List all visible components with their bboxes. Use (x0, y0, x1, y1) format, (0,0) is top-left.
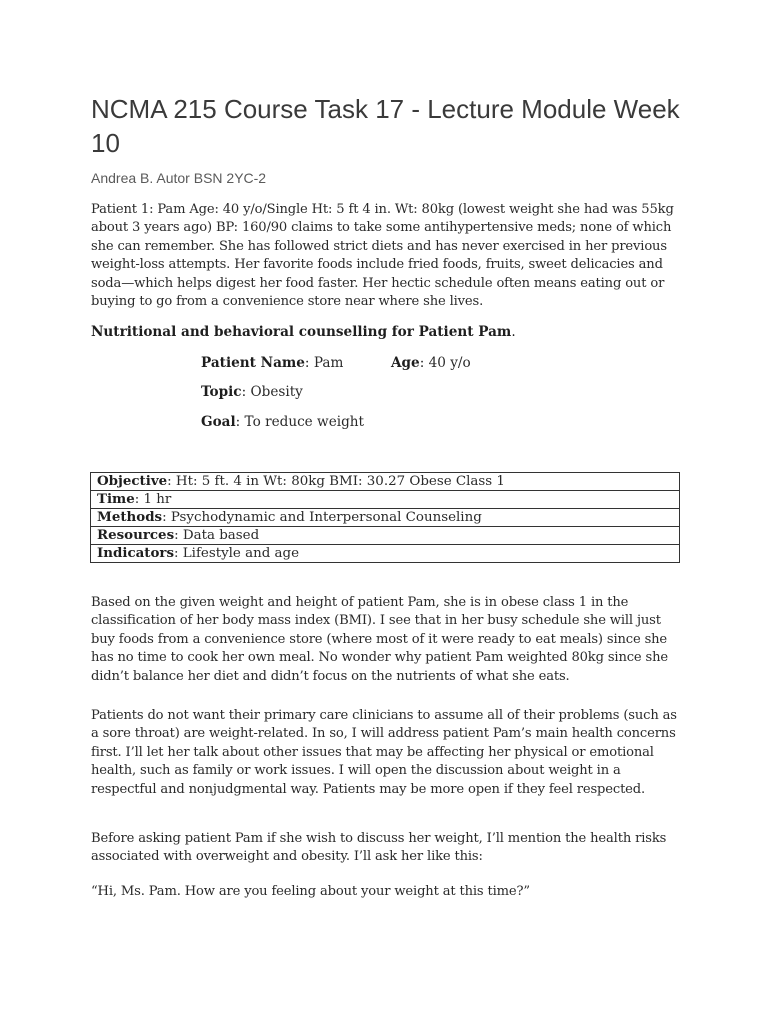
patient-name-value: : Pam (304, 355, 344, 371)
patient-age-field (391, 355, 471, 371)
row-label-time: Time (97, 491, 135, 507)
table-cell (91, 473, 680, 491)
table-row (91, 491, 680, 509)
goal-field (201, 414, 364, 430)
row-label-resources: Resources (97, 527, 175, 543)
approach-paragraph: Patients do not want their primary care clinicians to assume all of their problems (such as a sore throat) are weight-related. In so, I will address patient Pam’s main health concerns first. I’ll let her talk about other issues that may be affecting her physical or emotional health, such as family or work issues. I will open the discussion about weight in a respectful and nonjudgmental way. Patients may be more open if they feel respected. (91, 708, 677, 797)
opening-question-quote: “Hi, Ms. Pam. How are you feeling about your weight at this time?” (91, 884, 530, 899)
document-title: NCMA 215 Course Task 17 - Lecture Module Week 10 (91, 94, 680, 158)
table-row (91, 545, 680, 563)
row-label-objective: Objective (97, 473, 168, 489)
row-value-time: : 1 hr (134, 492, 172, 507)
topic-value: : Obesity (241, 384, 303, 400)
table-cell (91, 545, 680, 563)
table-row (91, 509, 680, 527)
patient-age-label: Age (391, 355, 420, 371)
section-heading (91, 324, 681, 340)
table-cell (91, 527, 680, 545)
counseling-plan-table (90, 472, 680, 563)
patient-description: Patient 1: Pam Age: 40 y/o/Single Ht: 5 ft 4 in. Wt: 80kg (lowest weight she had was 55kg about 3 years ago) BP: 160/90 claims to take some antihypertensive meds; none of which she can remember. She has followed strict diets and has never exercised in her previous weight-loss attempts. Her favorite foods include fried foods, fruits, sweet delicacies and soda—which helps digest her food faster. Her hectic schedule often means eating out or buying to go from a convenience store near where she lives. (91, 202, 674, 310)
table-row (91, 473, 680, 491)
goal-label: Goal (201, 414, 236, 430)
section-heading-period: . (511, 324, 516, 340)
health-risks-paragraph: Before asking patient Pam if she wish to discuss her weight, I’ll mention the health risks associated with overweight and obesity. I’ll ask her like this: (91, 831, 667, 865)
row-label-methods: Methods (97, 509, 163, 525)
goal-value: : To reduce weight (235, 414, 364, 430)
patient-age-value: : 40 y/o (419, 355, 471, 371)
row-value-objective: : Ht: 5 ft. 4 in Wt: 80kg BMI: 30.27 Obese Class 1 (167, 474, 505, 489)
topic-label: Topic (201, 384, 242, 400)
section-heading-text: Nutritional and behavioral counselling for Patient Pam (91, 324, 512, 340)
table-cell (91, 491, 680, 509)
row-label-indicators: Indicators (97, 545, 174, 561)
table-row (91, 527, 680, 545)
row-value-resources: : Data based (174, 528, 260, 543)
row-value-methods: : Psychodynamic and Interpersonal Counseling (162, 510, 482, 525)
table-cell (91, 509, 680, 527)
topic-field (201, 384, 303, 400)
author-line: Andrea B. Autor BSN 2YC-2 (91, 170, 267, 186)
patient-name-label: Patient Name (201, 355, 305, 371)
patient-name-field (201, 355, 343, 371)
bmi-analysis-paragraph: Based on the given weight and height of patient Pam, she is in obese class 1 in the classification of her body mass index (BMI). I see that in her busy schedule she will just buy foods from a convenience store (where most of it were ready to eat meals) since she has no time to cook her own meal. No wonder why patient Pam weighted 80kg since she didn’t balance her diet and didn’t focus on the nutrients of what she eats. (91, 595, 668, 684)
row-value-indicators: : Lifestyle and age (174, 546, 300, 561)
